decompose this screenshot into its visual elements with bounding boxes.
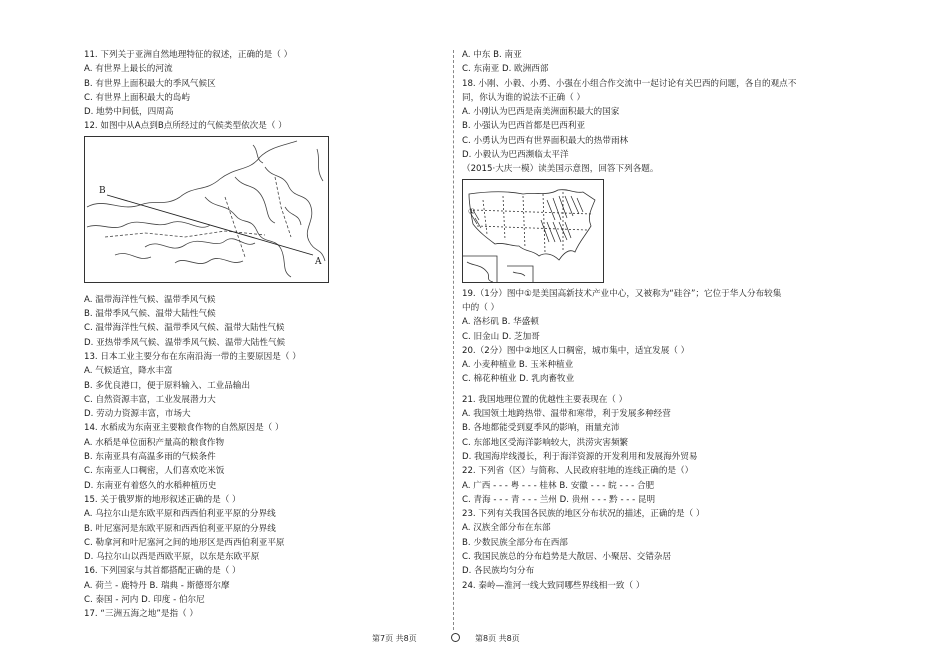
text-line: 18. 小刚、小毅、小勇、小强在小组合作交流中一起讨论有关巴西的问题，各自的观点不 [462,78,797,89]
text-line: B. 有世界上面积最大的季风气候区 [84,78,216,89]
questions-12-17 [84,293,446,622]
questions-21-24 [462,393,834,593]
text-line: （2015·大庆一模）读美国示意图，回答下列各题。 [462,164,659,175]
text-line: 16. 下列国家与其首都搭配正确的是（ ） [84,566,241,577]
text-line: B. 东南亚具有高温多雨的气候条件 [84,452,216,463]
questions-17-18 [462,48,834,177]
text-line: 15. 关于俄罗斯的地形叙述正确的是（ ） [84,494,241,505]
text-line: A. 乌拉尔山是东欧平原和西西伯利亚平原的分界线 [84,509,276,520]
text-line: D. 各民族均匀分布 [462,566,535,577]
text-line: 24. 秦岭—淮河一线大致同哪些界线相一致（ ） [462,580,645,591]
right-column [462,48,834,593]
text-line: C. 自然资源丰富，工业发展潜力大 [84,394,216,405]
column-divider [453,50,454,630]
footer-right-page: 第8页 共8页 [475,634,520,643]
text-line: A. 洛杉矶 B. 华盛顿 [462,317,539,328]
text-line: C. 旧金山 D. 芝加哥 [462,331,540,342]
text-line: 19.（1分）图中①是美国高新技术产业中心，又被称为“硅谷”；它位于华人分布较集 [462,288,782,299]
text-line: B. 多优良港口，便于原料输入、工业品输出 [84,380,251,391]
text-line: C. 我国民族总的分布趋势是大散居、小聚居、交错杂居 [462,552,672,563]
text-line: A. 我国领土地跨热带、温带和寒带，利于发展多种经营 [462,409,671,420]
text-line: D. 亚热带季风气候、温带季风气候、温带大陆性气候 [84,337,286,348]
questions-19-20 [462,287,834,387]
text-line: C. 勒拿河和叶尼塞河之间的地形区是西西伯利亚平原 [84,537,285,548]
text-line: B. 小强认为巴西首都是巴西利亚 [462,121,586,132]
text-line: D. 劳动力资源丰富，市场大 [84,409,191,420]
text-line: A. 小刚认为巴西是南美洲面积最大的国家 [462,107,620,118]
text-line: 14. 水稻成为东南亚主要粮食作物的自然原因是（ ） [84,423,284,434]
text-line: A. 荷兰 - 鹿特丹 B. 瑞典 - 斯德哥尔摩 [84,580,230,591]
text-line: A. 汉族全部分布在东部 [462,523,551,534]
footer-left-page: 第7页 共8页 [372,634,417,643]
text-line: 21. 我国地理位置的优越性主要表现在（ ） [462,394,628,405]
text-line: 11. 下列关于亚洲自然地理特征的叙述，正确的是（ ） [84,50,293,60]
text-line: A. 温带海洋性气候、温带季风气候 [84,294,216,305]
text-line: 同，你认为谁的说法不正确（ ） [462,92,586,103]
asia-map-drawing [85,137,328,282]
text-line: 20.（2分）图中②地区人口稠密，城市集中，适宜发展（ ） [462,345,690,356]
questions-11-12 [84,48,446,134]
footer-separator [451,633,460,642]
text-line: C. 有世界上面积最大的岛屿 [84,92,190,103]
text-line: C. 东部地区受海洋影响较大，洪涝灾害频繁 [462,437,629,448]
map-point-a-label: A [315,256,322,267]
text-line: D. 地势中间低，四周高 [84,107,174,118]
text-line: B. 少数民族全部分布在西部 [462,537,568,548]
left-column [84,48,446,622]
text-line: A. 水稻是单位面积产量高的粮食作物 [84,437,225,448]
text-line: 22. 下列省（区）与简称、人民政府驻地的连线正确的是（） [462,466,694,477]
text-line: C. 泰国 - 河内 D. 印度 - 伯尔尼 [84,595,205,606]
text-line: A. 中东 B. 南亚 [462,50,522,60]
text-line: A. 广西 - - - 粤 - - - 桂林 B. 安徽 - - - 皖 - - - 合肥 [462,480,655,491]
text-line: 17. “三洲五海之地”是指（ ） [84,609,198,620]
text-line: A. 有世界上最长的河流 [84,64,173,75]
text-line: C. 棉花种植业 D. 乳肉畜牧业 [462,374,575,385]
text-line: D. 我国海岸线漫长，利于海洋资源的开发利用和发展海外贸易 [462,451,698,462]
map-point-b-label: B [99,185,106,196]
text-line: C. 东南亚人口稠密，人们喜欢吃米饭 [84,466,225,477]
asia-climate-map [84,136,329,283]
text-line: 23. 下列有关我国各民族的地区分布状况的描述，正确的是（ ） [462,509,705,520]
text-line: D. 小毅认为巴西濒临太平洋 [462,150,569,161]
text-line: C. 温带海洋性气候、温带季风气候、温带大陆性气候 [84,323,285,334]
text-line: 12. 如图中从A点到B点所经过的气候类型依次是（ ） [84,121,287,132]
usa-map [462,179,604,283]
text-line: C. 青海 - - - 青 - - - 兰州 D. 贵州 - - - 黔 - - - 昆明 [462,494,656,505]
text-line: D. 乌拉尔山以西是西欧平原，以东是东欧平原 [84,552,260,563]
text-line: A. 小麦种植业 B. 玉米种植业 [462,360,574,371]
text-line: 中的（ ） [462,302,500,313]
text-line: 13. 日本工业主要分布在东南沿海一带的主要原因是（ ） [84,351,301,362]
circle-icon [451,633,460,642]
map-region-1-label: ① [468,206,476,216]
text-line: B. 各地都能受到夏季风的影响，雨量充沛 [462,423,620,434]
text-line: C. 东南亚 D. 欧洲西部 [462,64,549,75]
text-line: B. 温带季风气候、温带大陆性气候 [84,309,216,320]
text-line: D. 东南亚有着悠久的水稻种植历史 [84,480,217,491]
usa-map-drawing [463,180,603,282]
text-line: B. 叶尼塞河是东欧平原和西西伯利亚平原的分界线 [84,523,276,534]
text-line: A. 气候适宜，降水丰富 [84,366,173,377]
text-line: C. 小勇认为巴西有世界面积最大的热带雨林 [462,135,629,146]
